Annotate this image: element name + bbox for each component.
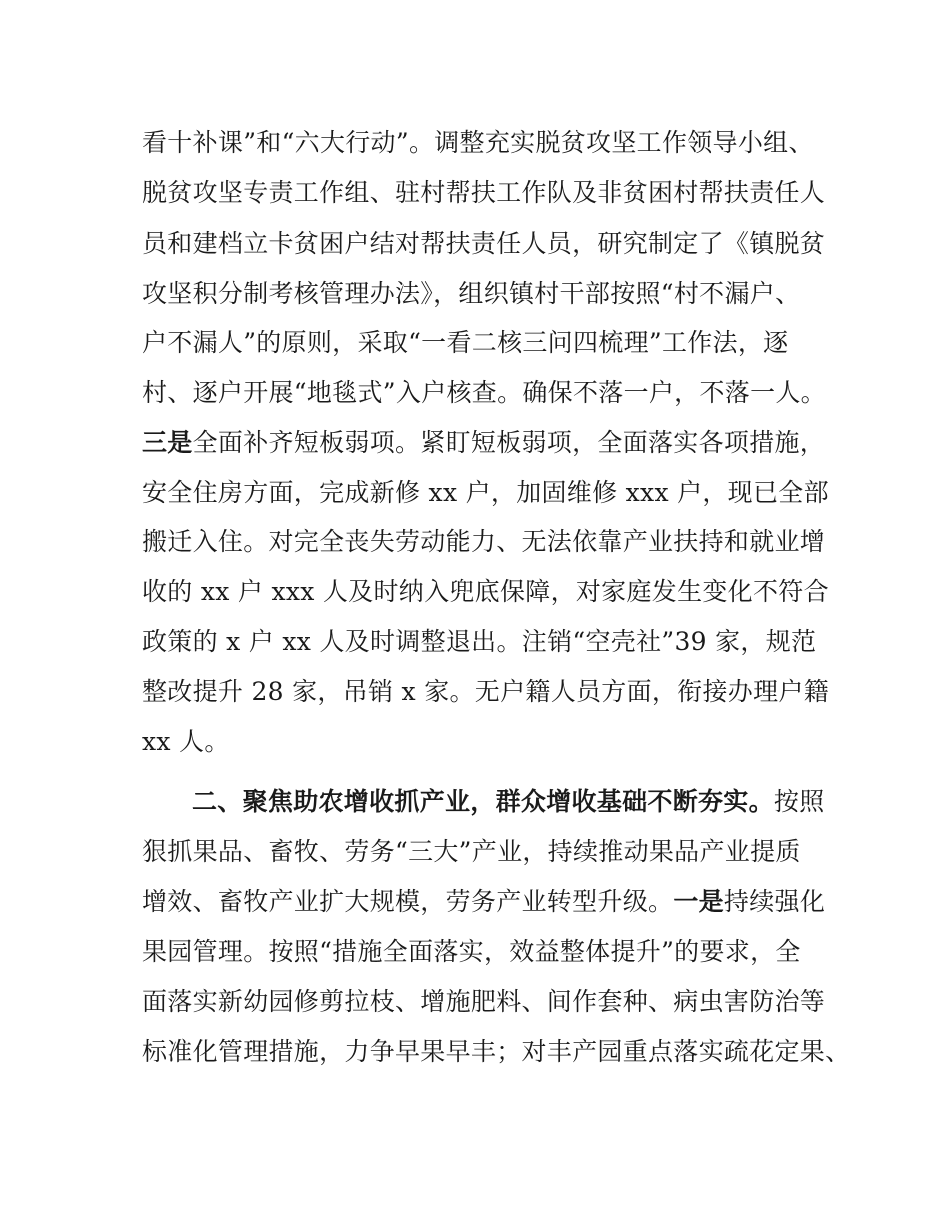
text-line: 增效、畜牧产业扩大规模，劳务产业转型升级。一是持续强化 [142,887,826,916]
bold-lead: 一是 [673,887,724,916]
text-line: 户不漏人”的原则，采取“一看二核三问四梳理”工作法，逐 [142,328,789,357]
bold-lead: 三是 [142,428,193,457]
text-line: 村、逐户开展“地毯式”入户核查。确保不落一户，不落一人。 [142,378,826,407]
text-line: 收的 xx 户 xxx 人及时纳入兜底保障，对家庭发生变化不符合 [142,577,829,606]
text-line: xx 人。 [142,727,230,756]
text-line: 三是全面补齐短板弱项。紧盯短板弱项，全面落实各项措施， [142,428,826,457]
section-heading-line: 二、聚焦助农增收抓产业，群众增收基础不断夯实。按照 [192,787,825,816]
section-heading: 二、聚焦助农增收抓产业，群众增收基础不断夯实。 [192,787,774,816]
text-line: 看十补课”和“六大行动”。调整充实脱贫攻坚工作领导小组、 [142,128,814,157]
text-line: 面落实新幼园修剪拉枝、增施肥料、间作套种、病虫害防治等 [142,987,826,1016]
text-line: 安全住房方面，完成新修 xx 户，加固维修 xxx 户，现已全部 [142,478,829,507]
text-line: 员和建档立卡贫困户结对帮扶责任人员，研究制定了《镇脱贫 [142,229,826,258]
text-line: 狠抓果品、畜牧、劳务“三大”产业，持续推动果品产业提质 [142,837,801,866]
text-line: 果园管理。按照“措施全面落实，效益整体提升”的要求，全 [142,937,801,966]
text-line: 标准化管理措施，力争早果早丰；对丰产园重点落实疏花定果、 [142,1037,851,1066]
text-line: 脱贫攻坚专责工作组、驻村帮扶工作队及非贫困村帮扶责任人 [142,178,826,207]
text-line: 攻坚积分制考核管理办法》，组织镇村干部按照“村不漏户、 [142,279,801,308]
text-line: 搬迁入住。对完全丧失劳动能力、无法依靠产业扶持和就业增 [142,527,826,556]
text-line: 整改提升 28 家，吊销 x 家。无户籍人员方面，衔接办理户籍 [142,677,829,706]
text-line: 政策的 x 户 xx 人及时调整退出。注销“空壳社”39 家，规范 [142,627,817,656]
